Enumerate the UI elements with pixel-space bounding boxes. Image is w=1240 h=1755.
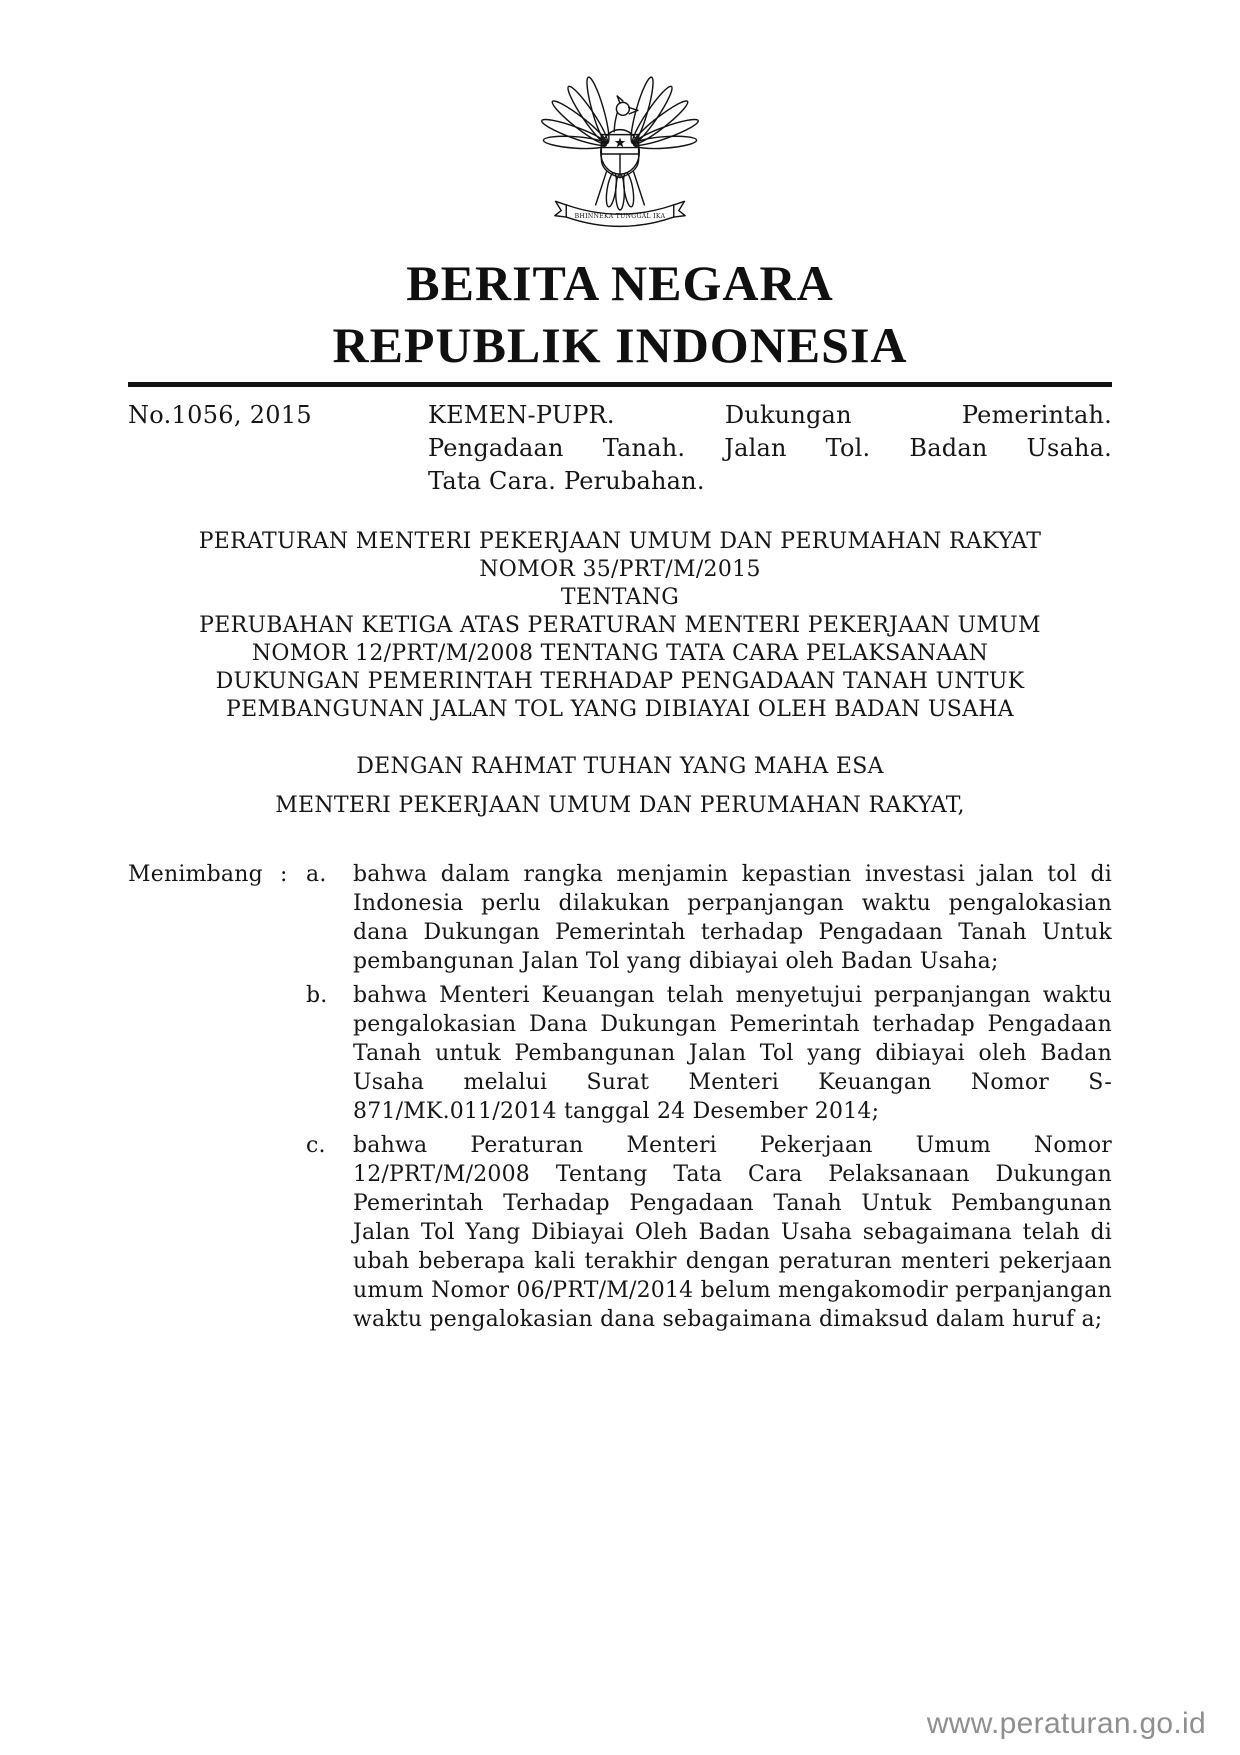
emblem-motto-text: BHINNEKA TUNGGAL IKA (574, 212, 666, 220)
considering-item-text: bahwa dalam rangka menjamin kepastian investasi jalan tol di Indonesia perlu dilakukan perpanjangan waktu pengalokasian dana Dukungan Pemerintah terhadap Pengadaan Tanah Untuk pembangunan Jalan Tol yang dibiayai oleh Badan Usaha; (353, 862, 1112, 974)
regulation-title-line: TENTANG (560, 585, 680, 610)
gazette-title-line1: BERITA NEGARA (406, 255, 834, 311)
considering-item-letter: c. (306, 1133, 326, 1158)
authority-line: MENTERI PEKERJAAN UMUM DAN PERUMAHAN RAKYAT, (275, 793, 965, 818)
garuda-pancasila-emblem (128, 70, 1112, 238)
gazette-subject (428, 399, 1112, 498)
gazette-masthead (128, 252, 1112, 376)
considering-block (128, 860, 1112, 1334)
spacer (128, 1131, 280, 1334)
considering-separator: : (280, 862, 288, 887)
considering-item-text: bahwa Peraturan Menteri Pekerjaan Umum Nomor 12/PRT/M/2008 Tentang Tata Cara Pelaksanaan Dukungan Pemerintah Terhadap Pengadaan Tanah Untuk Pembangunan Jalan Tol Yang Dibiayai Oleh Badan Usaha sebagaimana telah di ubah beberapa kali terakhir dengan peraturan menteri pekerjaan umum Nomor 06/PRT/M/2014 belum mengakomodir perpanjangan waktu pengalokasian dana sebagaimana dimaksud dalam huruf a; (353, 1133, 1112, 1332)
gazette-subject-line: Pengadaan Tanah. Jalan Tol. Badan Usaha. (428, 434, 1112, 462)
regulation-title-line: NOMOR 35/PRT/M/2015 (479, 557, 761, 582)
spacer (128, 981, 280, 1126)
regulation-title-line: PERUBAHAN KETIGA ATAS PERATURAN MENTERI PEKERJAAN UMUM (199, 613, 1041, 638)
regulation-title-line: PEMBANGUNAN JALAN TOL YANG DIBIAYAI OLEH BADAN USAHA (226, 697, 1014, 722)
considering-item-letter: b. (306, 983, 328, 1008)
considering-item-text: bahwa Menteri Keuangan telah menyetujui perpanjangan waktu pengalokasian Dana Dukungan Pemerintah terhadap Pengadaan Tanah untuk Pembangunan Jalan Tol yang dibiayai oleh Badan Usaha melalui Surat Menteri Keuangan Nomor S-871/MK.011/2014 tanggal 24 Desember 2014; (353, 983, 1112, 1124)
garuda-pancasila-icon (534, 70, 706, 238)
watermark-url: www.peraturan.go.id (926, 1707, 1206, 1740)
masthead-divider (128, 382, 1112, 387)
gazette-number: No.1056, 2015 (128, 401, 312, 429)
regulation-title-line: DUKUNGAN PEMERINTAH TERHADAP PENGADAAN TANAH UNTUK (215, 669, 1025, 694)
spacer (280, 1131, 306, 1334)
gazette-subject-line: KEMEN-PUPR. Dukungan Pemerintah. (428, 401, 1112, 429)
considering-item-letter: a. (306, 862, 327, 887)
regulation-title (128, 528, 1112, 724)
spacer (280, 981, 306, 1126)
gazette-title-line2: REPUBLIK INDONESIA (332, 317, 908, 373)
gazette-subject-line: Tata Cara. Perubahan. (428, 467, 705, 495)
considering-label: Menimbang (128, 862, 263, 887)
regulation-title-line: PERATURAN MENTERI PEKERJAAN UMUM DAN PERUMAHAN RAKYAT (198, 529, 1042, 554)
gazette-header-row (128, 399, 1112, 498)
invocation-line: DENGAN RAHMAT TUHAN YANG MAHA ESA (356, 754, 884, 779)
regulation-title-line: NOMOR 12/PRT/M/2008 TENTANG TATA CARA PELAKSANAAN (251, 641, 989, 666)
